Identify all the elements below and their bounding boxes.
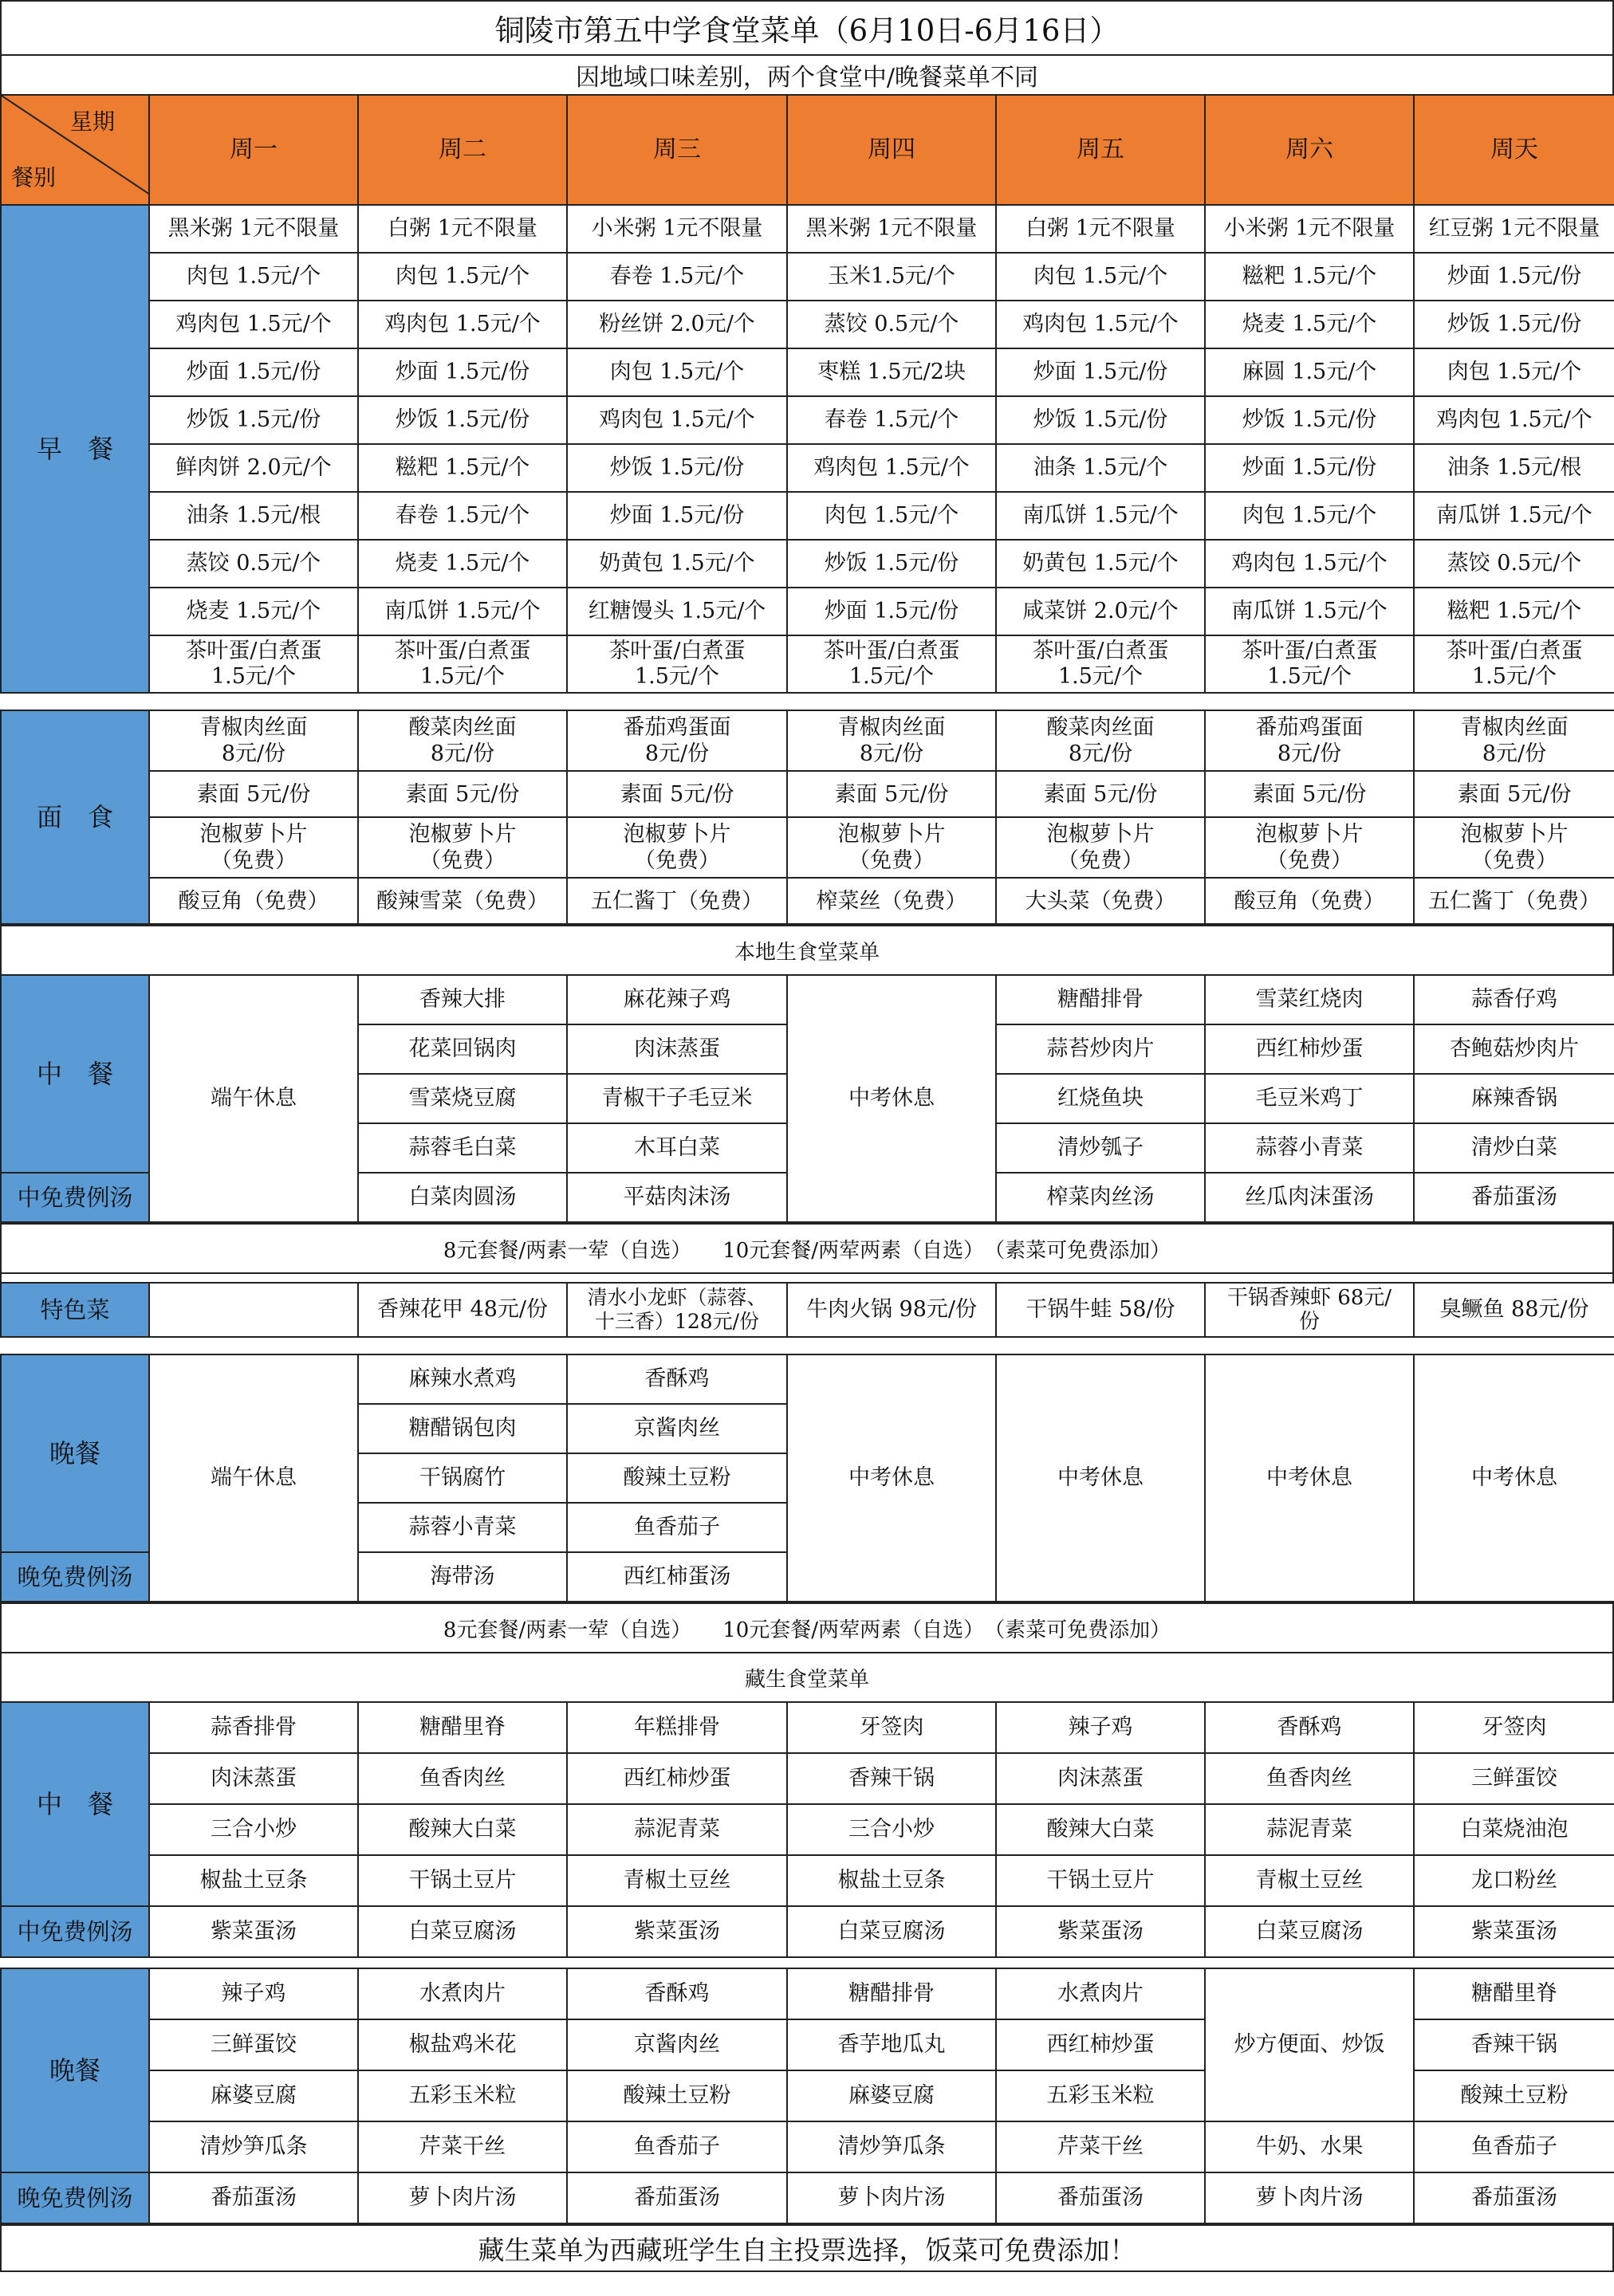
menu-cell: 水煮肉片	[358, 1968, 567, 2019]
menu-cell: 油条 1.5元/根	[1414, 444, 1614, 492]
soup-cell: 萝卜肉片汤	[787, 2172, 996, 2223]
menu-cell: 肉沫蒸蛋	[996, 1753, 1205, 1804]
soup-cell: 紫菜蛋汤	[1414, 1906, 1614, 1957]
special-cell: 牛肉火锅 98元/份	[787, 1283, 996, 1337]
menu-cell: 南瓜饼 1.5元/个	[358, 588, 567, 635]
menu-cell: 麻圆 1.5元/个	[1205, 348, 1414, 396]
menu-cell: 蒜蓉小青菜	[358, 1503, 567, 1552]
menu-cell: 蒜蓉毛白菜	[358, 1123, 567, 1173]
menu-cell: 泡椒萝卜片 （免费）	[1414, 817, 1614, 878]
breakfast-row	[1, 635, 1614, 693]
menu-cell: 麻婆豆腐	[787, 2070, 996, 2121]
menu-cell: 雪菜烧豆腐	[358, 1074, 567, 1123]
menu-cell: 糖醋里脊	[1414, 1968, 1614, 2019]
tibet-lunch-label: 中 餐	[1, 1702, 149, 1906]
breakfast-row	[1, 301, 1614, 348]
menu-cell: 青椒干子毛豆米	[567, 1074, 787, 1123]
menu-cell: 肉包 1.5元/个	[1205, 492, 1414, 540]
menu-cell: 西红柿炒蛋	[996, 2019, 1205, 2070]
noodles-rows	[1, 710, 1614, 924]
menu-cell: 椒盐土豆条	[787, 1855, 996, 1906]
menu-cell: 五彩玉米粒	[996, 2070, 1205, 2121]
tibet-lunch-row	[1, 1702, 1614, 1753]
menu-cell: 白菜烧油泡	[1414, 1804, 1614, 1855]
menu-cell: 炒饭 1.5元/份	[567, 444, 787, 492]
menu-cell: 辣子鸡	[149, 1968, 358, 2019]
menu-cell: 糖醋里脊	[358, 1702, 567, 1753]
breakfast-row	[1, 205, 1614, 253]
menu-cell: 奶黄包 1.5元/个	[996, 540, 1205, 588]
corner-weekday-label: 星期	[69, 108, 115, 135]
menu-cell: 炒饭 1.5元/份	[996, 396, 1205, 444]
menu-cell: 小米粥 1元不限量	[1205, 205, 1414, 253]
soup-cell: 白菜肉圆汤	[358, 1173, 567, 1222]
specials-label: 特色菜	[1, 1283, 149, 1337]
menu-cell: 枣糕 1.5元/2块	[787, 348, 996, 396]
menu-cell: 泡椒萝卜片 （免费）	[996, 817, 1205, 878]
menu-cell: 三鲜蛋饺	[1414, 1753, 1614, 1804]
tibet-lunch-table	[0, 1701, 1614, 1958]
menu-cell: 南瓜饼 1.5元/个	[996, 492, 1205, 540]
soup-cell: 白菜豆腐汤	[787, 1906, 996, 1957]
tibet-lunch-row	[1, 1753, 1614, 1804]
menu-cell: 酸菜肉丝面 8元/份	[996, 710, 1205, 771]
menu-cell: 水煮肉片	[996, 1968, 1205, 2019]
menu-cell: 蒜苔炒肉片	[996, 1024, 1205, 1074]
menu-cell: 炒饭 1.5元/份	[358, 396, 567, 444]
menu-cell: 糍粑 1.5元/个	[1205, 253, 1414, 301]
menu-cell: 青椒土豆丝	[1205, 1855, 1414, 1906]
menu-cell: 辣子鸡	[996, 1702, 1205, 1753]
menu-cell: 炒面 1.5元/份	[996, 348, 1205, 396]
menu-cell: 蒜泥青菜	[567, 1804, 787, 1855]
menu-cell: 三鲜蛋饺	[149, 2019, 358, 2070]
menu-cell: 番茄鸡蛋面 8元/份	[567, 710, 787, 771]
soup-cell: 紫菜蛋汤	[149, 1906, 358, 1957]
day-header: 周四	[787, 95, 996, 205]
tibet-lunch-row	[1, 1855, 1614, 1906]
soup-cell: 紫菜蛋汤	[567, 1906, 787, 1957]
menu-cell: 素面 5元/份	[996, 771, 1205, 817]
menu-cell: 鱼香茄子	[1414, 2121, 1614, 2172]
menu-cell: 干锅土豆片	[996, 1855, 1205, 1906]
day-header: 周二	[358, 95, 567, 205]
menu-cell: 香辣大排	[358, 975, 567, 1024]
noodles-row	[1, 817, 1614, 878]
menu-cell: 鸡肉包 1.5元/个	[567, 396, 787, 444]
menu-cell: 蒜香仔鸡	[1414, 975, 1614, 1024]
menu-cell: 肉包 1.5元/个	[567, 348, 787, 396]
menu-cell: 红糖馒头 1.5元/个	[567, 588, 787, 635]
menu-cell: 黑米粥 1元不限量	[787, 205, 996, 253]
day-header: 周五	[996, 95, 1205, 205]
menu-cell: 泡椒萝卜片 （免费）	[787, 817, 996, 878]
menu-cell: 素面 5元/份	[1414, 771, 1614, 817]
local-combo-note: 8元套餐/两素一荤（自选） 10元套餐/两荤两素（自选） （素菜可免费添加）	[0, 1223, 1614, 1272]
menu-cell: 炒面 1.5元/份	[1205, 444, 1414, 492]
menu-cell: 炒面 1.5元/份	[567, 492, 787, 540]
local-dinner-soup-label: 晚免费例汤	[1, 1552, 149, 1602]
menu-cell: 榨菜丝（免费）	[787, 878, 996, 924]
special-cell: 臭鳜鱼 88元/份	[1414, 1283, 1614, 1337]
menu-cell: 炒面 1.5元/份	[787, 588, 996, 635]
menu-cell: 椒盐鸡米花	[358, 2019, 567, 2070]
menu-cell: 炒面 1.5元/份	[1414, 253, 1614, 301]
menu-cell: 清炒瓠子	[996, 1123, 1205, 1173]
menu-cell: 酸辣土豆粉	[567, 1453, 787, 1503]
day-header: 周三	[567, 95, 787, 205]
soup-cell: 番茄蛋汤	[1414, 2172, 1614, 2223]
breakfast-rows	[1, 205, 1614, 693]
menu-cell: 香芋地瓜丸	[787, 2019, 996, 2070]
menu-cell: 鸡肉包 1.5元/个	[358, 301, 567, 348]
menu-cell: 肉沫蒸蛋	[149, 1753, 358, 1804]
menu-cell: 五彩玉米粒	[358, 2070, 567, 2121]
menu-cell: 茶叶蛋/白煮蛋 1.5元/个	[358, 635, 567, 693]
day-header: 周一	[149, 95, 358, 205]
special-cell: 清水小龙虾（蒜蓉、 十三香）128元/份	[567, 1283, 787, 1337]
local-canteen-banner: 本地生食堂菜单	[0, 925, 1614, 974]
menu-cell: 鸡肉包 1.5元/个	[1414, 396, 1614, 444]
page-subtitle: 因地域口味差别，两个食堂中/晚餐菜单不同	[0, 54, 1614, 94]
menu-cell: 蒸饺 0.5元/个	[149, 540, 358, 588]
menu-cell: 炒饭 1.5元/份	[1414, 301, 1614, 348]
soup-cell: 紫菜蛋汤	[996, 1906, 1205, 1957]
menu-cell: 玉米1.5元/个	[787, 253, 996, 301]
menu-cell: 清炒笋瓜条	[149, 2121, 358, 2172]
menu-cell: 泡椒萝卜片 （免费）	[149, 817, 358, 878]
soup-cell: 白菜豆腐汤	[358, 1906, 567, 1957]
menu-cell: 茶叶蛋/白煮蛋 1.5元/个	[1205, 635, 1414, 693]
local-dinner-mon-rest: 端午休息	[149, 1354, 358, 1602]
menu-cell: 春卷 1.5元/个	[787, 396, 996, 444]
section-gap	[0, 694, 1614, 710]
menu-cell: 香酥鸡	[567, 1968, 787, 2019]
menu-cell: 肉包 1.5元/个	[996, 253, 1205, 301]
section-gap	[0, 1272, 1614, 1282]
tibet-lunch-soup-label: 中免费例汤	[1, 1906, 149, 1957]
menu-cell: 泡椒萝卜片 （免费）	[567, 817, 787, 878]
breakfast-row	[1, 540, 1614, 588]
menu-cell: 酸辣土豆粉	[567, 2070, 787, 2121]
menu-cell: 三合小炒	[787, 1804, 996, 1855]
menu-cell: 麻辣水煮鸡	[358, 1354, 567, 1404]
menu-cell: 干锅腐竹	[358, 1453, 567, 1503]
menu-cell: 鲜肉饼 2.0元/个	[149, 444, 358, 492]
tibet-lunch-rows	[1, 1702, 1614, 1957]
menu-cell: 花菜回锅肉	[358, 1024, 567, 1074]
soup-cell: 丝瓜肉沫蛋汤	[1205, 1173, 1414, 1222]
menu-cell: 肉沫蒸蛋	[567, 1024, 787, 1074]
menu-cell: 南瓜饼 1.5元/个	[1414, 492, 1614, 540]
breakfast-row	[1, 396, 1614, 444]
menu-cell: 油条 1.5元/根	[149, 492, 358, 540]
menu-cell: 肉包 1.5元/个	[1414, 348, 1614, 396]
soup-cell: 海带汤	[358, 1552, 567, 1602]
menu-cell: 白粥 1元不限量	[996, 205, 1205, 253]
soup-cell: 西红柿蛋汤	[567, 1552, 787, 1602]
menu-cell: 京酱肉丝	[567, 1404, 787, 1453]
menu-cell: 素面 5元/份	[358, 771, 567, 817]
menu-cell: 牙签肉	[1414, 1702, 1614, 1753]
menu-cell: 麻花辣子鸡	[567, 975, 787, 1024]
menu-cell: 糍粑 1.5元/个	[1414, 588, 1614, 635]
local-dinner-sun-rest: 中考休息	[1414, 1354, 1614, 1602]
special-cell: 香辣花甲 48元/份	[358, 1283, 567, 1337]
menu-cell: 大头菜（免费）	[996, 878, 1205, 924]
menu-cell: 蒜蓉小青菜	[1205, 1123, 1414, 1173]
menu-cell: 毛豆米鸡丁	[1205, 1074, 1414, 1123]
menu-cell: 青椒肉丝面 8元/份	[787, 710, 996, 771]
menu-cell: 咸菜饼 2.0元/个	[996, 588, 1205, 635]
menu-cell: 烧麦 1.5元/个	[1205, 301, 1414, 348]
local-dinner-fri-rest: 中考休息	[996, 1354, 1205, 1602]
menu-cell: 雪菜红烧肉	[1205, 975, 1414, 1024]
breakfast-label: 早 餐	[1, 205, 149, 693]
menu-cell: 五仁酱丁（免费）	[567, 878, 787, 924]
menu-cell: 西红柿炒蛋	[1205, 1024, 1414, 1074]
local-dinner-table	[0, 1354, 1614, 1602]
menu-cell: 鱼香茄子	[567, 2121, 787, 2172]
tibet-lunch-row	[1, 1804, 1614, 1855]
tibet-canteen-banner: 藏生食堂菜单	[0, 1652, 1614, 1701]
menu-cell: 小米粥 1元不限量	[567, 205, 787, 253]
breakfast-row	[1, 253, 1614, 301]
breakfast-row	[1, 444, 1614, 492]
menu-cell: 酸辣雪菜（免费）	[358, 878, 567, 924]
menu-cell: 蒜泥青菜	[1205, 1804, 1414, 1855]
soup-cell: 平菇肉沫汤	[567, 1173, 787, 1222]
menu-cell: 蒸饺 0.5元/个	[1414, 540, 1614, 588]
local-lunch-soup-label: 中免费例汤	[1, 1173, 149, 1222]
menu-cell: 清炒笋瓜条	[787, 2121, 996, 2172]
header-row	[1, 95, 1614, 205]
special-cell: 干锅牛蛙 58/份	[996, 1283, 1205, 1337]
menu-cell: 芹菜干丝	[358, 2121, 567, 2172]
menu-cell: 五仁酱丁（免费）	[1414, 878, 1614, 924]
menu-cell: 烧麦 1.5元/个	[149, 588, 358, 635]
soup-cell: 番茄蛋汤	[996, 2172, 1205, 2223]
menu-cell: 白粥 1元不限量	[358, 205, 567, 253]
local-dinner-thu-rest: 中考休息	[787, 1354, 996, 1602]
menu-cell: 木耳白菜	[567, 1123, 787, 1173]
menu-cell: 糖醋排骨	[996, 975, 1205, 1024]
special-cell	[149, 1283, 358, 1337]
footer-note: 藏生菜单为西藏班学生自主投票选择，饭菜可免费添加！	[0, 2224, 1614, 2272]
section-gap	[0, 1958, 1614, 1968]
menu-cell: 香酥鸡	[1205, 1702, 1414, 1753]
menu-cell: 香辣干锅	[1414, 2019, 1614, 2070]
local-lunch-label: 中 餐	[1, 975, 149, 1173]
soup-cell: 番茄蛋汤	[149, 2172, 358, 2223]
menu-cell: 青椒肉丝面 8元/份	[1414, 710, 1614, 771]
noodles-row	[1, 878, 1614, 924]
menu-cell: 鱼香肉丝	[358, 1753, 567, 1804]
breakfast-table	[0, 94, 1614, 694]
menu-cell: 泡椒萝卜片 （免费）	[358, 817, 567, 878]
tibet-dinner-soup-label: 晚免费例汤	[1, 2172, 149, 2223]
breakfast-row	[1, 588, 1614, 635]
soup-cell: 萝卜肉片汤	[358, 2172, 567, 2223]
menu-cell: 牙签肉	[787, 1702, 996, 1753]
menu-cell: 鸡肉包 1.5元/个	[787, 444, 996, 492]
header-corner	[1, 95, 149, 205]
menu-cell: 茶叶蛋/白煮蛋 1.5元/个	[149, 635, 358, 693]
menu-cell: 素面 5元/份	[1205, 771, 1414, 817]
noodles-row	[1, 710, 1614, 771]
menu-cell: 酸辣大白菜	[358, 1804, 567, 1855]
menu-cell: 肉包 1.5元/个	[149, 253, 358, 301]
menu-cell: 鸡肉包 1.5元/个	[996, 301, 1205, 348]
menu-cell: 京酱肉丝	[567, 2019, 787, 2070]
menu-cell: 茶叶蛋/白煮蛋 1.5元/个	[787, 635, 996, 693]
corner-meal-label: 餐别	[11, 164, 57, 191]
menu-cell: 杏鲍菇炒肉片	[1414, 1024, 1614, 1074]
menu-cell: 炒饭 1.5元/份	[1205, 396, 1414, 444]
menu-cell: 西红柿炒蛋	[567, 1753, 787, 1804]
soup-cell: 榨菜肉丝汤	[996, 1173, 1205, 1222]
menu-cell: 茶叶蛋/白煮蛋 1.5元/个	[1414, 635, 1614, 693]
menu-cell: 椒盐土豆条	[149, 1855, 358, 1906]
menu-cell: 清炒白菜	[1414, 1123, 1614, 1173]
local-lunch-mon-rest: 端午休息	[149, 975, 358, 1222]
noodles-table	[0, 710, 1614, 925]
menu-cell: 素面 5元/份	[567, 771, 787, 817]
soup-cell: 萝卜肉片汤	[1205, 2172, 1414, 2223]
menu-cell: 炒面 1.5元/份	[358, 348, 567, 396]
local-dinner-sat-rest: 中考休息	[1205, 1354, 1414, 1602]
tibet-dinner-table	[0, 1968, 1614, 2224]
noodles-label: 面 食	[1, 710, 149, 924]
menu-cell: 酸豆角（免费）	[149, 878, 358, 924]
menu-cell: 红烧鱼块	[996, 1074, 1205, 1123]
special-cell: 干锅香辣虾 68元/ 份	[1205, 1283, 1414, 1337]
soup-cell: 番茄蛋汤	[567, 2172, 787, 2223]
local-combo-note: 8元套餐/两素一荤（自选） 10元套餐/两荤两素（自选） （素菜可免费添加）	[0, 1602, 1614, 1652]
breakfast-row	[1, 348, 1614, 396]
local-lunch-thu-rest: 中考休息	[787, 975, 996, 1222]
menu-cell: 青椒土豆丝	[567, 1855, 787, 1906]
menu-cell: 鱼香肉丝	[1205, 1753, 1414, 1804]
noodles-row	[1, 771, 1614, 817]
menu-cell: 素面 5元/份	[149, 771, 358, 817]
day-header: 周天	[1414, 95, 1614, 205]
menu-cell: 肉包 1.5元/个	[787, 492, 996, 540]
menu-cell: 烧麦 1.5元/个	[358, 540, 567, 588]
menu-cell: 素面 5元/份	[787, 771, 996, 817]
menu-cell: 茶叶蛋/白煮蛋 1.5元/个	[567, 635, 787, 693]
menu-cell: 芹菜干丝	[996, 2121, 1205, 2172]
menu-cell: 红豆粥 1元不限量	[1414, 205, 1614, 253]
soup-cell: 白菜豆腐汤	[1205, 1906, 1414, 1957]
tibet-lunch-soup-row	[1, 1906, 1614, 1957]
day-header: 周六	[1205, 95, 1414, 205]
menu-cell: 茶叶蛋/白煮蛋 1.5元/个	[996, 635, 1205, 693]
page-title: 铜陵市第五中学食堂菜单（6月10日-6月16日）	[0, 0, 1614, 54]
menu-cell: 鸡肉包 1.5元/个	[149, 301, 358, 348]
menu-cell: 糍粑 1.5元/个	[358, 444, 567, 492]
menu-cell: 春卷 1.5元/个	[358, 492, 567, 540]
menu-cell: 麻辣香锅	[1414, 1074, 1614, 1123]
menu-cell: 牛奶、水果	[1205, 2121, 1414, 2172]
menu-cell: 龙口粉丝	[1414, 1855, 1614, 1906]
menu-cell: 炒饭 1.5元/份	[787, 540, 996, 588]
menu-cell: 青椒肉丝面 8元/份	[149, 710, 358, 771]
menu-cell: 黑米粥 1元不限量	[149, 205, 358, 253]
menu-cell: 鸡肉包 1.5元/个	[1205, 540, 1414, 588]
menu-cell: 干锅土豆片	[358, 1855, 567, 1906]
menu-cell: 肉包 1.5元/个	[358, 253, 567, 301]
menu-cell: 蒸饺 0.5元/个	[787, 301, 996, 348]
menu-cell: 春卷 1.5元/个	[567, 253, 787, 301]
local-lunch-table	[0, 974, 1614, 1223]
menu-cell: 三合小炒	[149, 1804, 358, 1855]
menu-cell: 香辣干锅	[787, 1753, 996, 1804]
menu-cell: 鱼香茄子	[567, 1503, 787, 1552]
menu-cell: 酸辣大白菜	[996, 1804, 1205, 1855]
tibet-dinner-label: 晚餐	[1, 1968, 149, 2172]
section-gap	[0, 1338, 1614, 1354]
menu-cell: 香酥鸡	[567, 1354, 787, 1404]
menu-cell: 酸辣土豆粉	[1414, 2070, 1614, 2121]
menu-cell: 油条 1.5元/个	[996, 444, 1205, 492]
menu-cell: 麻婆豆腐	[149, 2070, 358, 2121]
menu-cell: 番茄鸡蛋面 8元/份	[1205, 710, 1414, 771]
menu-cell: 年糕排骨	[567, 1702, 787, 1753]
breakfast-row	[1, 492, 1614, 540]
menu-cell: 奶黄包 1.5元/个	[567, 540, 787, 588]
menu-cell: 泡椒萝卜片 （免费）	[1205, 817, 1414, 878]
menu-cell: 糖醋锅包肉	[358, 1404, 567, 1453]
menu-cell: 蒜香排骨	[149, 1702, 358, 1753]
menu-cell: 酸菜肉丝面 8元/份	[358, 710, 567, 771]
menu-cell: 炒方便面、炒饭	[1205, 1968, 1414, 2121]
local-dinner-label: 晚餐	[1, 1354, 149, 1552]
soup-cell: 番茄蛋汤	[1414, 1173, 1614, 1222]
menu-cell: 南瓜饼 1.5元/个	[1205, 588, 1414, 635]
menu-cell: 炒饭 1.5元/份	[149, 396, 358, 444]
specials-table	[0, 1282, 1614, 1338]
menu-cell: 炒面 1.5元/份	[149, 348, 358, 396]
menu-cell: 酸豆角（免费）	[1205, 878, 1414, 924]
menu-cell: 粉丝饼 2.0元/个	[567, 301, 787, 348]
menu-cell: 糖醋排骨	[787, 1968, 996, 2019]
